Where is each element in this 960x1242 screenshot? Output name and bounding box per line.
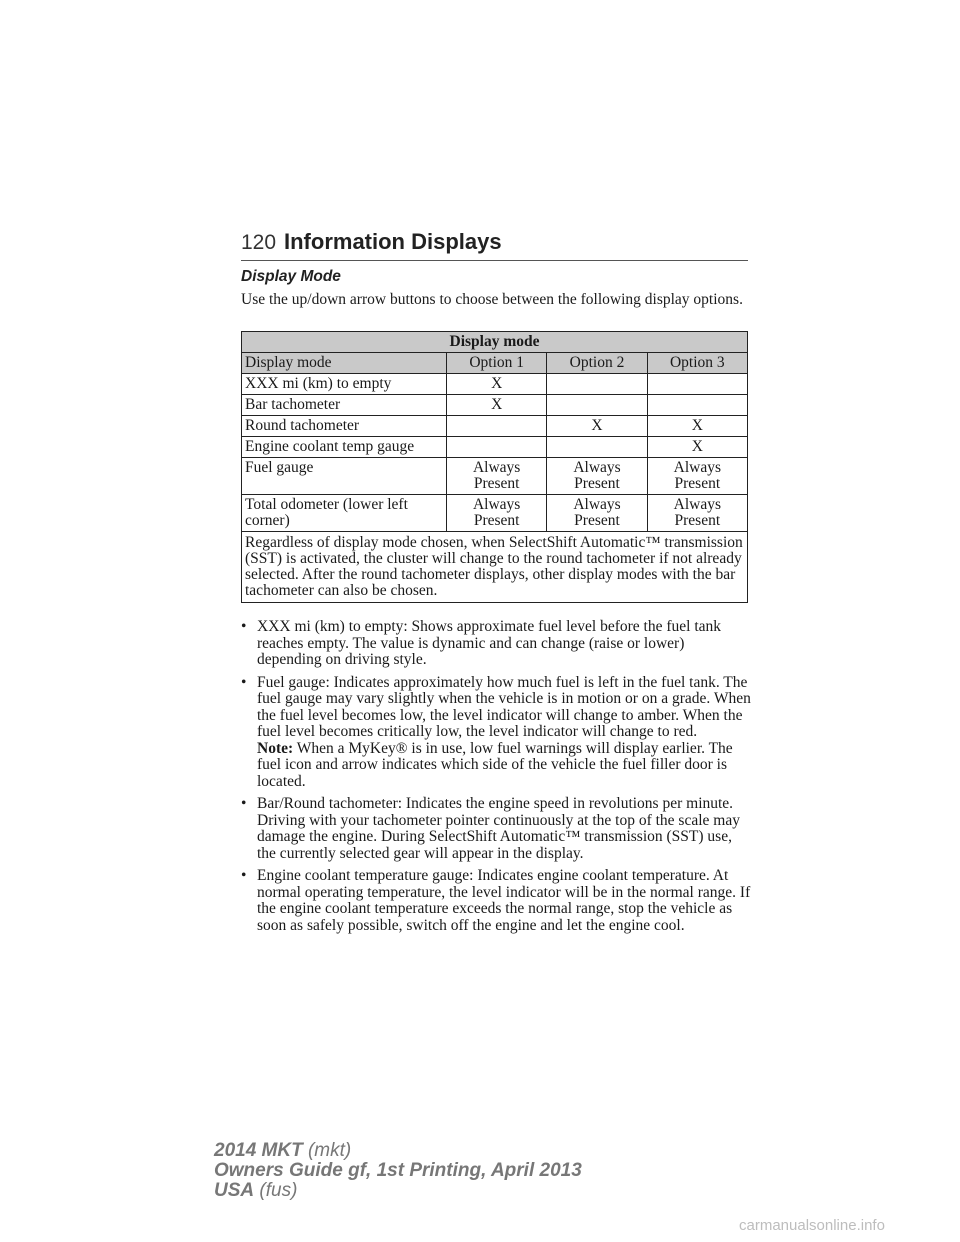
table-cell bbox=[547, 395, 647, 416]
list-item bbox=[241, 619, 751, 669]
footer-guide: Owners Guide gf, 1st Printing, April 2013 bbox=[214, 1160, 582, 1181]
footer-region-code: (fus) bbox=[259, 1180, 298, 1201]
bullet-icon: • bbox=[241, 795, 247, 812]
bullet-text: Fuel gauge: Indicates approximately how much fuel is left in the fuel tank. The fuel gauge may vary slightly when the vehicle is in motion or on a grade. When the fuel level becomes low, the level indicator will change to amber. When the fuel level becomes critically low, the level indicator will change to red. bbox=[257, 673, 751, 740]
table-row bbox=[242, 416, 748, 437]
table-cell bbox=[447, 437, 547, 458]
footer-region: USA bbox=[214, 1180, 255, 1201]
table-cell: X bbox=[647, 416, 747, 437]
footer-line bbox=[214, 1161, 582, 1181]
footer-line bbox=[214, 1141, 582, 1161]
page-number: 120 bbox=[241, 231, 277, 254]
list-item bbox=[241, 868, 751, 934]
table-cell: X bbox=[547, 416, 647, 437]
footer-line bbox=[214, 1181, 582, 1201]
table-row bbox=[242, 437, 748, 458]
column-header: Option 3 bbox=[647, 353, 747, 374]
footer-model-code: (mkt) bbox=[307, 1140, 352, 1161]
list-item bbox=[241, 796, 751, 862]
bullet-icon: • bbox=[241, 867, 247, 884]
table-note: Regardless of display mode chosen, when SelectShift Automatic™ transmission (SST) is activated, the cluster will change to the round tachometer if not already selected. After the round tachometer displays, other display modes with the bar tachometer can also be chosen. bbox=[242, 532, 748, 603]
bullet-list bbox=[241, 619, 751, 940]
table-cell: X bbox=[447, 395, 547, 416]
column-header: Option 1 bbox=[447, 353, 547, 374]
table-title: Display mode bbox=[242, 332, 748, 353]
note-label: Note: bbox=[257, 739, 294, 757]
table-cell: X bbox=[647, 437, 747, 458]
table-cell: Engine coolant temp gauge bbox=[242, 437, 447, 458]
table-cell: X bbox=[447, 374, 547, 395]
bullet-icon: • bbox=[241, 618, 247, 635]
table-note-row bbox=[242, 532, 748, 603]
table-cell: Fuel gauge bbox=[242, 458, 447, 495]
column-header: Display mode bbox=[242, 353, 447, 374]
table-cell bbox=[547, 437, 647, 458]
table-cell: Always Present bbox=[447, 495, 547, 532]
table-cell: Bar tachometer bbox=[242, 395, 447, 416]
list-item bbox=[241, 675, 751, 791]
table-row bbox=[242, 395, 748, 416]
watermark: carmanualsonline.info bbox=[739, 1217, 885, 1234]
table-cell: Always Present bbox=[447, 458, 547, 495]
table-row bbox=[242, 374, 748, 395]
bullet-text: Bar/Round tachometer: Indicates the engine speed in revolutions per minute. Driving with your tachometer pointer continuously at the top of the scale may damage the engine. During SelectShift Automatic™ transmission (SST) use, the currently selected gear will appear in the display. bbox=[257, 795, 740, 862]
table-cell: Total odometer (lower left corner) bbox=[242, 495, 447, 532]
display-mode-table bbox=[241, 331, 748, 603]
page-header bbox=[241, 228, 748, 261]
chapter-title: Information Displays bbox=[284, 229, 502, 254]
table-cell: XXX mi (km) to empty bbox=[242, 374, 447, 395]
section-title: Display Mode bbox=[241, 268, 341, 285]
table-row bbox=[242, 458, 748, 495]
table-cell: Always Present bbox=[647, 495, 747, 532]
table-cell bbox=[647, 374, 747, 395]
note-text: When a MyKey® is in use, low fuel warnings will display earlier. The fuel icon and arrow indicates which side of the vehicle the fuel filler door is located. bbox=[257, 739, 733, 790]
table-row bbox=[242, 495, 748, 532]
table-cell: Always Present bbox=[547, 495, 647, 532]
footer-model: 2014 MKT bbox=[214, 1140, 303, 1161]
table-cell bbox=[547, 374, 647, 395]
bullet-text: XXX mi (km) to empty: Shows approximate fuel level before the fuel tank reaches empty. The value is dynamic and can change (raise or lower) depending on driving style. bbox=[257, 618, 722, 668]
table-cell: Always Present bbox=[547, 458, 647, 495]
page-footer bbox=[214, 1141, 582, 1201]
table-cell: Always Present bbox=[647, 458, 747, 495]
table-cell bbox=[647, 395, 747, 416]
table-cell bbox=[447, 416, 547, 437]
table-header-row bbox=[242, 353, 748, 374]
table-cell: Round tachometer bbox=[242, 416, 447, 437]
intro-paragraph: Use the up/down arrow buttons to choose between the following display options. bbox=[241, 291, 743, 308]
column-header: Option 2 bbox=[547, 353, 647, 374]
bullet-text: Engine coolant temperature gauge: Indicates engine coolant temperature. At normal operating temperature, the level indicator will be in the normal range. If the engine coolant temperature exceeds the normal range, stop the vehicle as soon as safely possible, switch off the engine and let the engine cool. bbox=[257, 867, 751, 934]
bullet-icon: • bbox=[241, 673, 247, 691]
